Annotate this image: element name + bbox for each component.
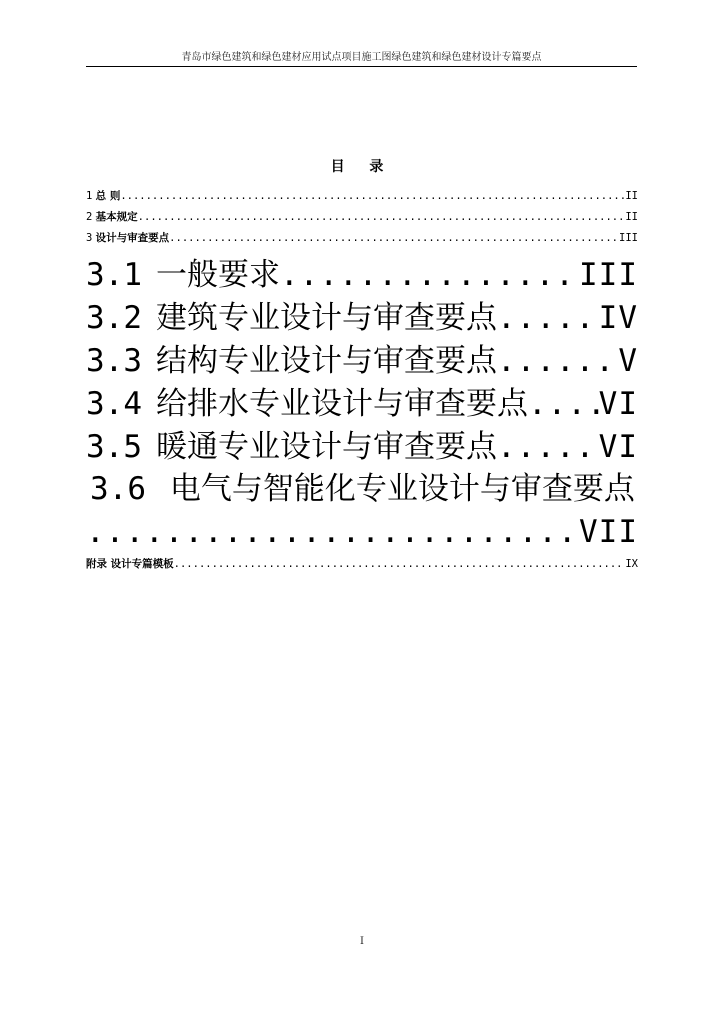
- toc-entry-3-1[interactable]: [86, 252, 638, 298]
- toc-dot-leader: [120, 188, 625, 204]
- toc-entry-3-5[interactable]: [86, 424, 638, 470]
- toc-entry-label: 基本规定: [95, 211, 138, 223]
- running-header: 青岛市绿色建筑和绿色建材应用试点项目施工图绿色建筑和绿色建材设计专篇要点: [181, 52, 542, 63]
- toc-entry-3-6-leader-line[interactable]: [86, 509, 638, 555]
- toc-entry-number: 3.6: [90, 471, 146, 507]
- toc-entry-label: 总 则: [95, 190, 121, 202]
- toc-dot-leader: [169, 230, 619, 246]
- toc-entry-page: III: [579, 257, 638, 293]
- toc-entry-label: 暖通专业设计与审查要点: [156, 429, 497, 465]
- toc-entry-page: II: [625, 190, 638, 202]
- toc-entry-page: III: [619, 232, 638, 244]
- toc-dot-leader: [497, 424, 599, 470]
- toc-entry-3-4[interactable]: [86, 381, 638, 427]
- toc-entry-page: V: [618, 343, 638, 379]
- toc-dot-leader: [174, 556, 626, 572]
- toc-dot-leader: [497, 338, 618, 384]
- toc-entry-number: 3.2: [86, 300, 142, 336]
- toc-entry-page: IX: [625, 558, 638, 570]
- toc-entry-page: VI: [598, 386, 638, 422]
- toc-entry-label: 附录 设计专篇模板: [86, 558, 174, 570]
- toc-entry-3-6-title[interactable]: [90, 466, 638, 512]
- toc-entry-number: 3.4: [86, 386, 142, 422]
- toc-title: 目 录: [330, 159, 394, 175]
- toc-dot-leader: [86, 509, 579, 555]
- toc-dot-leader: [138, 209, 626, 225]
- header-rule: [86, 66, 637, 67]
- toc-entry-label: 电气与智能化专业设计与审查要点: [169, 471, 635, 507]
- toc-dot-leader: [528, 381, 599, 427]
- toc-entry-label: 一般要求: [156, 257, 280, 293]
- toc-entry-3-2[interactable]: [86, 295, 638, 341]
- toc-dot-leader: [497, 295, 599, 341]
- toc-entry-page: II: [625, 211, 638, 223]
- toc-entry-label: 给排水专业设计与审查要点: [156, 386, 528, 422]
- toc-entry-page: IV: [598, 300, 638, 336]
- toc-entry-number: 2: [86, 211, 93, 223]
- toc-entry-label: 结构专业设计与审查要点: [156, 343, 497, 379]
- toc-entry-label: 建筑专业设计与审查要点: [156, 300, 497, 336]
- toc-entry-appendix[interactable]: [86, 556, 638, 572]
- toc-entry-3[interactable]: [86, 230, 638, 246]
- toc-entry-page: VII: [579, 514, 638, 550]
- toc-entry-number: 1: [86, 190, 93, 202]
- toc-entry-number: 3: [86, 232, 93, 244]
- page-number: I: [360, 936, 364, 947]
- toc-entry-1[interactable]: [86, 188, 638, 204]
- toc-dot-leader: [280, 252, 579, 298]
- toc-entry-2[interactable]: [86, 209, 638, 225]
- toc-entry-number: 3.3: [86, 343, 142, 379]
- toc-entry-number: 3.1: [86, 257, 142, 293]
- toc-entry-label: 设计与审查要点: [95, 232, 170, 244]
- toc-entry-page: VI: [598, 429, 638, 465]
- toc-entry-number: 3.5: [86, 429, 142, 465]
- toc-entry-3-3[interactable]: [86, 338, 638, 384]
